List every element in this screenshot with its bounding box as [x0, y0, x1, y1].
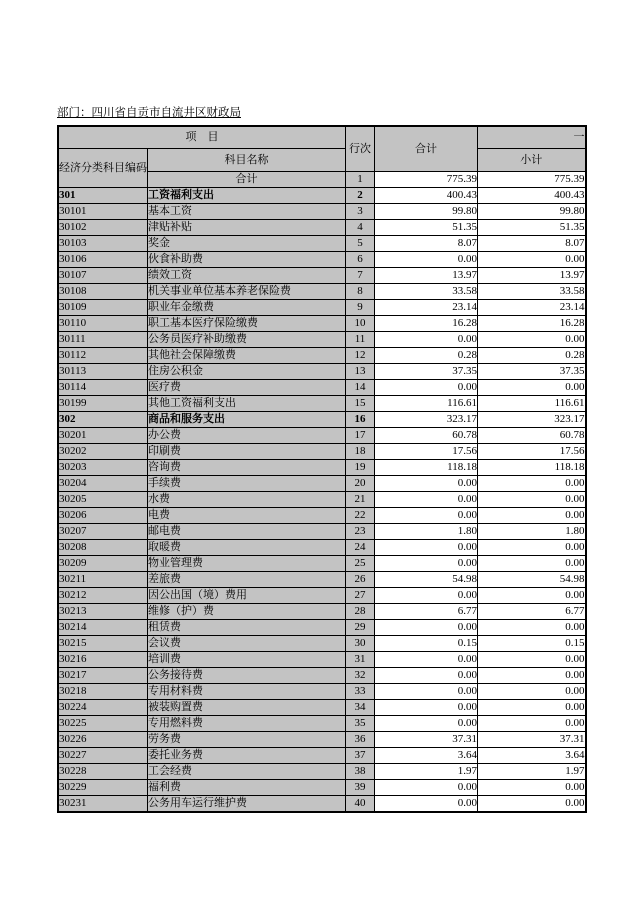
cell-subject-name: 机关事业单位基本养老保险费: [148, 284, 346, 300]
cell-subject-name: 物业管理费: [148, 556, 346, 572]
table-row: [58, 700, 586, 716]
cell-row-no: 35: [346, 716, 375, 732]
cell-subtotal: 33.58: [478, 284, 586, 300]
cell-code: 30224: [58, 700, 148, 716]
cell-row-no: 28: [346, 604, 375, 620]
cell-total: 0.00: [375, 620, 478, 636]
header-row-2: [58, 149, 586, 172]
cell-subtotal: 37.31: [478, 732, 586, 748]
table-row: [58, 540, 586, 556]
cell-subject-name: 专用材料费: [148, 684, 346, 700]
cell-row-no: 29: [346, 620, 375, 636]
table-row: [58, 748, 586, 764]
cell-code: 301: [58, 188, 148, 204]
cell-subject-name: 津贴补贴: [148, 220, 346, 236]
cell-subtotal: 3.64: [478, 748, 586, 764]
cell-total: 0.00: [375, 668, 478, 684]
cell-subject-name: 差旅费: [148, 572, 346, 588]
table-row: [58, 636, 586, 652]
table-row: [58, 652, 586, 668]
table-row: [58, 796, 586, 813]
cell-subject-name: 因公出国（境）费用: [148, 588, 346, 604]
cell-row-no: 39: [346, 780, 375, 796]
cell-row-no: 14: [346, 380, 375, 396]
cell-subtotal: 323.17: [478, 412, 586, 428]
cell-row-no: 12: [346, 348, 375, 364]
cell-total: 33.58: [375, 284, 478, 300]
cell-subtotal: 37.35: [478, 364, 586, 380]
table-row: [58, 732, 586, 748]
table-row: [58, 268, 586, 284]
cell-subject-name: 合计: [148, 172, 346, 188]
cell-code: 30225: [58, 716, 148, 732]
cell-code: 30212: [58, 588, 148, 604]
cell-subject-name: 被装购置费: [148, 700, 346, 716]
cell-total: 0.00: [375, 700, 478, 716]
table-row: [58, 316, 586, 332]
cell-subject-name: 其他社会保障缴费: [148, 348, 346, 364]
cell-total: 0.00: [375, 716, 478, 732]
cell-total: 0.00: [375, 556, 478, 572]
cell-subtotal: 1.80: [478, 524, 586, 540]
cell-total: 0.00: [375, 252, 478, 268]
cell-total: 37.31: [375, 732, 478, 748]
cell-total: 8.07: [375, 236, 478, 252]
cell-code: 30213: [58, 604, 148, 620]
cell-subject-name: 水费: [148, 492, 346, 508]
cell-subtotal: 16.28: [478, 316, 586, 332]
table-row: [58, 412, 586, 428]
cell-subtotal: 0.00: [478, 540, 586, 556]
cell-total: 1.80: [375, 524, 478, 540]
cell-subtotal: 775.39: [478, 172, 586, 188]
cell-total: 17.56: [375, 444, 478, 460]
cell-subject-name: 商品和服务支出: [148, 412, 346, 428]
cell-subtotal: 54.98: [478, 572, 586, 588]
cell-code: 30114: [58, 380, 148, 396]
cell-subject-name: 福利费: [148, 780, 346, 796]
cell-row-no: 15: [346, 396, 375, 412]
cell-total: 16.28: [375, 316, 478, 332]
table-row: [58, 508, 586, 524]
table-row: [58, 380, 586, 396]
cell-total: 0.00: [375, 796, 478, 813]
table-row: [58, 780, 586, 796]
cell-total: 0.00: [375, 332, 478, 348]
cell-total: 400.43: [375, 188, 478, 204]
cell-code: 30204: [58, 476, 148, 492]
table-row: [58, 428, 586, 444]
cell-total: 0.00: [375, 684, 478, 700]
cell-code: 30201: [58, 428, 148, 444]
cell-code: 30101: [58, 204, 148, 220]
table-row: [58, 444, 586, 460]
cell-total: 1.97: [375, 764, 478, 780]
cell-code: 302: [58, 412, 148, 428]
cell-subtotal: 1.97: [478, 764, 586, 780]
cell-subject-name: 专用燃料费: [148, 716, 346, 732]
cell-subject-name: 培训费: [148, 652, 346, 668]
cell-total: 0.00: [375, 652, 478, 668]
cell-subtotal: 23.14: [478, 300, 586, 316]
cell-code: 30208: [58, 540, 148, 556]
cell-code: 30106: [58, 252, 148, 268]
cell-subject-name: 取暖费: [148, 540, 346, 556]
cell-code: 30227: [58, 748, 148, 764]
cell-row-no: 22: [346, 508, 375, 524]
cell-subject-name: 基本工资: [148, 204, 346, 220]
cell-subject-name: 公务员医疗补助缴费: [148, 332, 346, 348]
cell-total: 37.35: [375, 364, 478, 380]
cell-total: 6.77: [375, 604, 478, 620]
cell-subject-name: 医疗费: [148, 380, 346, 396]
cell-total: 0.00: [375, 492, 478, 508]
cell-code: 30113: [58, 364, 148, 380]
table-row: [58, 396, 586, 412]
cell-subtotal: 0.00: [478, 780, 586, 796]
header-item-group: 项 目: [58, 126, 346, 149]
cell-row-no: 37: [346, 748, 375, 764]
cell-subject-name: 租赁费: [148, 620, 346, 636]
cell-code: 30102: [58, 220, 148, 236]
cell-row-no: 30: [346, 636, 375, 652]
cell-subject-name: 公务用车运行维护费: [148, 796, 346, 813]
cell-code: 30199: [58, 396, 148, 412]
cell-row-no: 27: [346, 588, 375, 604]
cell-row-no: 16: [346, 412, 375, 428]
cell-subject-name: 手续费: [148, 476, 346, 492]
cell-subtotal: 0.00: [478, 556, 586, 572]
cell-total: 0.00: [375, 380, 478, 396]
cell-subject-name: 维修（护）费: [148, 604, 346, 620]
cell-subtotal: 118.18: [478, 460, 586, 476]
cell-subtotal: 13.97: [478, 268, 586, 284]
table-row: [58, 236, 586, 252]
cell-total: 3.64: [375, 748, 478, 764]
cell-subtotal: 0.00: [478, 380, 586, 396]
cell-subtotal: 0.00: [478, 476, 586, 492]
cell-subtotal: 51.35: [478, 220, 586, 236]
cell-subject-name: 职业年金缴费: [148, 300, 346, 316]
table-body: [58, 126, 586, 812]
cell-total: 775.39: [375, 172, 478, 188]
table-row: [58, 220, 586, 236]
header-funding-source-partial: 一: [478, 126, 586, 149]
table-row: [58, 300, 586, 316]
cell-subtotal: 0.28: [478, 348, 586, 364]
cell-subject-name: 其他工资福利支出: [148, 396, 346, 412]
cell-row-no: 5: [346, 236, 375, 252]
cell-subtotal: 99.80: [478, 204, 586, 220]
cell-row-no: 34: [346, 700, 375, 716]
cell-code: 30108: [58, 284, 148, 300]
cell-subtotal: 17.56: [478, 444, 586, 460]
cell-row-no: 1: [346, 172, 375, 188]
cell-row-no: 38: [346, 764, 375, 780]
cell-subtotal: 0.00: [478, 332, 586, 348]
table-row: [58, 348, 586, 364]
cell-total: 0.00: [375, 588, 478, 604]
cell-code: 30209: [58, 556, 148, 572]
cell-row-no: 23: [346, 524, 375, 540]
cell-subject-name: 会议费: [148, 636, 346, 652]
cell-row-no: 19: [346, 460, 375, 476]
table-row: [58, 252, 586, 268]
cell-row-no: 20: [346, 476, 375, 492]
cell-subject-name: 公务接待费: [148, 668, 346, 684]
cell-row-no: 7: [346, 268, 375, 284]
cell-row-no: 26: [346, 572, 375, 588]
cell-code: 30111: [58, 332, 148, 348]
cell-row-no: 10: [346, 316, 375, 332]
cell-total: 13.97: [375, 268, 478, 284]
cell-code: 30226: [58, 732, 148, 748]
cell-total: 0.15: [375, 636, 478, 652]
cell-total: 60.78: [375, 428, 478, 444]
cell-code: 30207: [58, 524, 148, 540]
cell-row-no: 17: [346, 428, 375, 444]
cell-subject-name: 邮电费: [148, 524, 346, 540]
table-row: [58, 588, 586, 604]
cell-code: 30229: [58, 780, 148, 796]
cell-row-no: 13: [346, 364, 375, 380]
table-row: [58, 716, 586, 732]
budget-table: [57, 125, 587, 813]
cell-code: 30103: [58, 236, 148, 252]
cell-subtotal: 0.00: [478, 252, 586, 268]
cell-row-no: 9: [346, 300, 375, 316]
table-row: [58, 364, 586, 380]
cell-total: 23.14: [375, 300, 478, 316]
cell-subject-name: 奖金: [148, 236, 346, 252]
cell-code: 30110: [58, 316, 148, 332]
cell-code: 30205: [58, 492, 148, 508]
cell-total: 118.18: [375, 460, 478, 476]
table-row: [58, 204, 586, 220]
cell-subtotal: 8.07: [478, 236, 586, 252]
table-row: [58, 620, 586, 636]
cell-code: 30216: [58, 652, 148, 668]
table-row: [58, 284, 586, 300]
header-total: 合计: [375, 126, 478, 172]
cell-code: 30218: [58, 684, 148, 700]
cell-total: 51.35: [375, 220, 478, 236]
cell-row-no: 2: [346, 188, 375, 204]
cell-subtotal: 0.00: [478, 508, 586, 524]
cell-code: 30228: [58, 764, 148, 780]
cell-subject-name: 办公费: [148, 428, 346, 444]
cell-row-no: 21: [346, 492, 375, 508]
cell-row-no: 32: [346, 668, 375, 684]
header-code: 经济分类科目编码: [58, 149, 148, 188]
cell-subject-name: 印刷费: [148, 444, 346, 460]
table-row: [58, 572, 586, 588]
cell-code: 30107: [58, 268, 148, 284]
cell-subtotal: 0.00: [478, 716, 586, 732]
cell-code: 30109: [58, 300, 148, 316]
cell-row-no: 25: [346, 556, 375, 572]
cell-subject-name: 住房公积金: [148, 364, 346, 380]
cell-total: 116.61: [375, 396, 478, 412]
cell-code: 30211: [58, 572, 148, 588]
cell-subtotal: 0.00: [478, 700, 586, 716]
cell-subtotal: 116.61: [478, 396, 586, 412]
cell-row-no: 18: [346, 444, 375, 460]
cell-code: 30214: [58, 620, 148, 636]
cell-subtotal: 400.43: [478, 188, 586, 204]
table-row: [58, 460, 586, 476]
cell-subtotal: 0.00: [478, 668, 586, 684]
cell-code: 30217: [58, 668, 148, 684]
cell-subject-name: 劳务费: [148, 732, 346, 748]
cell-subject-name: 绩效工资: [148, 268, 346, 284]
cell-subtotal: 6.77: [478, 604, 586, 620]
cell-subtotal: 0.00: [478, 796, 586, 813]
cell-subtotal: 0.00: [478, 492, 586, 508]
cell-subject-name: 咨询费: [148, 460, 346, 476]
table-row: [58, 492, 586, 508]
cell-subtotal: 0.00: [478, 620, 586, 636]
cell-row-no: 4: [346, 220, 375, 236]
table-row: [58, 188, 586, 204]
cell-total: 323.17: [375, 412, 478, 428]
table-row: [58, 476, 586, 492]
cell-subject-name: 工资福利支出: [148, 188, 346, 204]
cell-total: 0.28: [375, 348, 478, 364]
cell-total: 0.00: [375, 508, 478, 524]
table-row: [58, 604, 586, 620]
cell-row-no: 6: [346, 252, 375, 268]
cell-subject-name: 电费: [148, 508, 346, 524]
table-row: [58, 332, 586, 348]
cell-subtotal: 0.00: [478, 684, 586, 700]
cell-total: 0.00: [375, 476, 478, 492]
cell-row-no: 31: [346, 652, 375, 668]
cell-row-no: 33: [346, 684, 375, 700]
cell-code: 30112: [58, 348, 148, 364]
header-row-no: 行次: [346, 126, 375, 172]
cell-subject-name: 工会经费: [148, 764, 346, 780]
cell-row-no: 11: [346, 332, 375, 348]
cell-total: 99.80: [375, 204, 478, 220]
cell-row-no: 8: [346, 284, 375, 300]
cell-code: 30215: [58, 636, 148, 652]
cell-subject-name: 职工基本医疗保险缴费: [148, 316, 346, 332]
cell-subject-name: 委托业务费: [148, 748, 346, 764]
table-row: [58, 764, 586, 780]
cell-code: 30206: [58, 508, 148, 524]
cell-total: 54.98: [375, 572, 478, 588]
table-row: [58, 668, 586, 684]
cell-row-no: 3: [346, 204, 375, 220]
table-row: [58, 684, 586, 700]
header-subtotal: 小计: [478, 149, 586, 172]
header-row-1: [58, 126, 586, 149]
cell-subtotal: 0.15: [478, 636, 586, 652]
cell-subject-name: 伙食补助费: [148, 252, 346, 268]
cell-total: 0.00: [375, 540, 478, 556]
cell-row-no: 36: [346, 732, 375, 748]
cell-row-no: 24: [346, 540, 375, 556]
header-subject-name: 科目名称: [148, 149, 346, 172]
cell-subtotal: 0.00: [478, 652, 586, 668]
cell-subtotal: 60.78: [478, 428, 586, 444]
cell-code: 30202: [58, 444, 148, 460]
table-row: [58, 524, 586, 540]
table-row: [58, 556, 586, 572]
cell-code: 30203: [58, 460, 148, 476]
department-line: 部门：四川省自贡市自流井区财政局: [57, 107, 241, 119]
cell-subtotal: 0.00: [478, 588, 586, 604]
cell-total: 0.00: [375, 780, 478, 796]
cell-code: 30231: [58, 796, 148, 813]
cell-row-no: 40: [346, 796, 375, 813]
